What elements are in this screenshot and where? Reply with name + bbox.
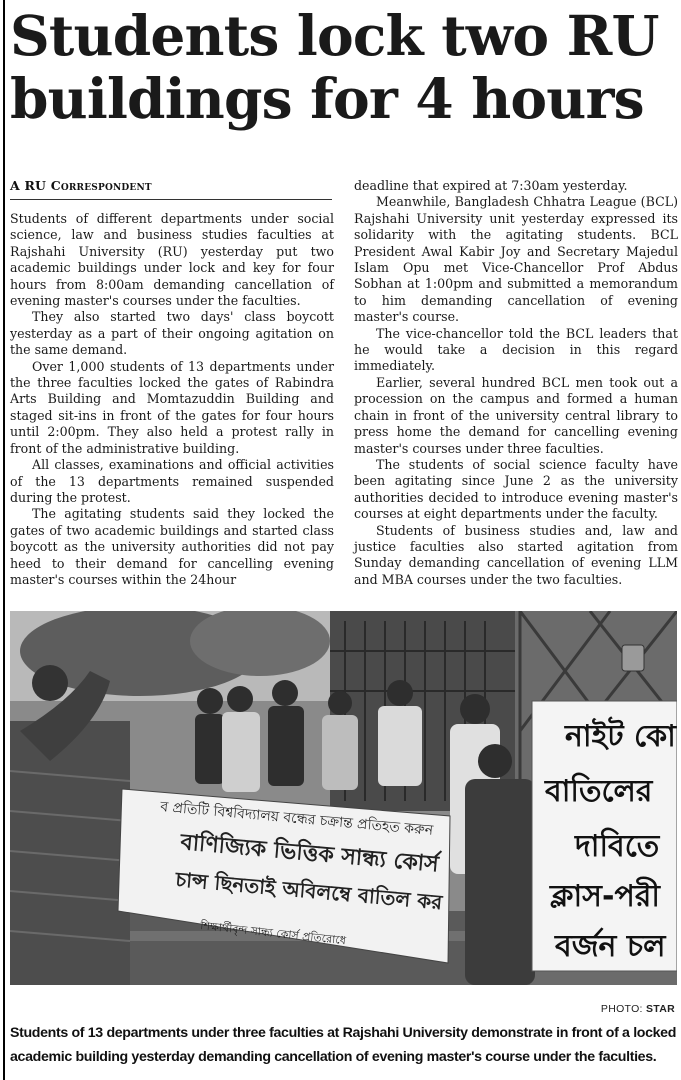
poster-line-1: নাইট কো [565, 719, 676, 754]
byline: A RU Correspondent [10, 178, 152, 193]
headline: Students lock two RU buildings for 4 hours [10, 3, 659, 131]
paragraph: They also started two days' class boycott yesterday as a part of their ongoing agitation on the same demand. [10, 309, 334, 358]
photo-credit-source: STAR [645, 1003, 675, 1015]
banner-line-3: চান্স ছিনতাই অবিলম্বে বাতিল কর [174, 867, 444, 915]
paragraph: All classes, examinations and official activities of the 13 departments remained suspended during the protest. [10, 457, 334, 505]
poster-line-2: বাতিলের [545, 774, 653, 809]
column-rule [3, 0, 5, 1080]
news-photo [10, 611, 677, 985]
banner-line-4: শিক্ষার্থীবৃন্দ সান্ধ্য কোর্স প্রতিরোধে [199, 919, 347, 948]
paragraph: The students of social science faculty have been agitating since June 2 as the university authorities decided to introduce evening master's courses at eight departments under the faculty. [354, 456, 678, 522]
paragraph: The vice-chancellor told the BCL leaders that he would take a decision in this regard immediately. [354, 325, 678, 374]
paragraph: Students of business studies and, law and justice faculties also started agitation from Sunday demanding cancellation of evening LLM and MBA courses under the two faculties. [354, 522, 678, 587]
article-column-2 [354, 178, 678, 588]
paragraph: Meanwhile, Bangladesh Chhatra League (BCL) Rajshahi University unit yesterday expressed its solidarity with the agitating students. BCL President Awal Kabir Joy and Secretary Majedul Islam Opu met Vice-Chancellor Prof Abdus Sobhan at 1:00pm and submitted a memorandum to him demanding cancellation of evening master's course. [354, 194, 678, 325]
poster-line-3: দাবিতে [575, 829, 660, 864]
photo-caption: Students of 13 departments under three faculties at Rajshahi University demonstrate in front of a locked academic building yesterday demanding cancellation of evening master's course under the faculties. [10, 1025, 677, 1065]
photo-credit [601, 1003, 675, 1015]
poster-line-5: বর্জন চল [555, 929, 666, 964]
banner-line-1: ব প্রতিটি বিশ্ববিদ্যালয় বন্ধের চক্রান্ত প্রতিহত করুন [159, 799, 434, 839]
paragraph: Earlier, several hundred BCL men took out a procession on the campus and formed a human chain in front of the university central library to press home the demand for cancelling evening master's courses under three faculties. [354, 374, 678, 456]
banner-line-2: বাণিজ্যিক ভিত্তিক সান্ধ্য কোর্স [179, 830, 440, 878]
photo-credit-prefix: PHOTO: [600, 1003, 643, 1015]
paragraph: Students of different departments under social science, law and business studies faculties at Rajshahi University (RU) yesterday put two academic buildings under lock and key for four hours from 8:00am demanding cancellation of evening master's courses under the faculties. [10, 211, 334, 309]
poster-line-4: ক্লাস-পরী [550, 879, 660, 914]
paragraph: Over 1,000 students of 13 departments under the three faculties locked the gates of Rabindra Arts Building and Momtazuddin Building and staged sit-ins in front of the gates for four hours until 2:00pm. They also held a protest rally in front of the administrative building. [10, 358, 334, 456]
paragraph-continuation: deadline that expired at 7:30am yesterday. [354, 178, 628, 193]
article-column-1 [10, 211, 334, 588]
paragraph: The agitating students said they locked the gates of two academic buildings and started class boycott as the university authorities did not pay heed to their demand for cancelling evening master's courses within the 24hour [10, 506, 334, 587]
byline-rule [10, 199, 332, 200]
